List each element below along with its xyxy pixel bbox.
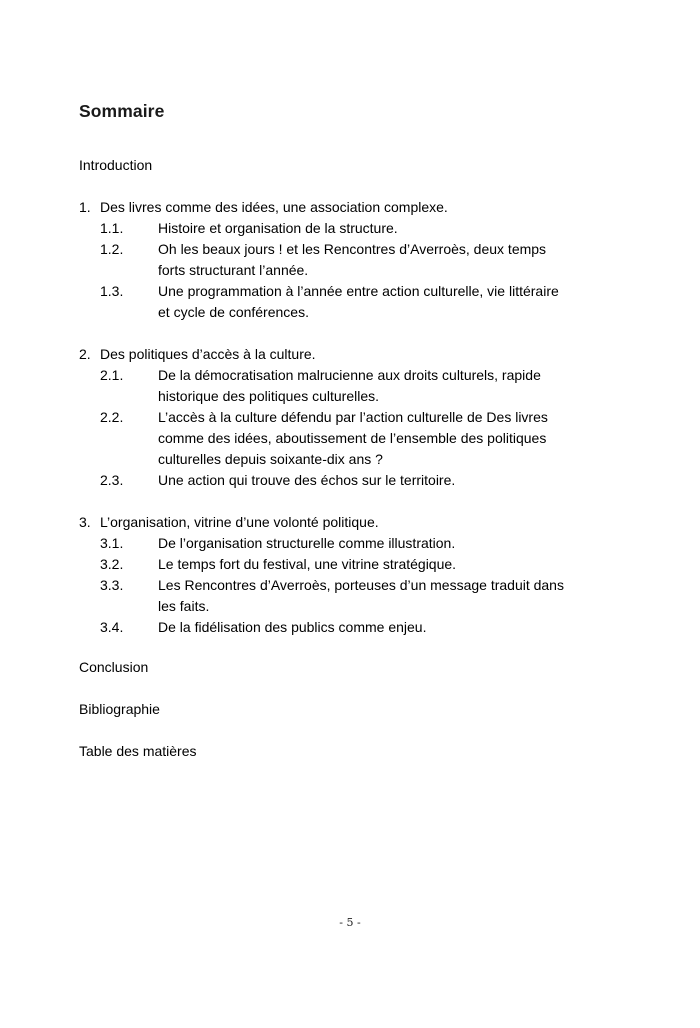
section-title-cont: comme des idées, aboutissement de l’ensemble des politiques	[158, 430, 547, 446]
toc-entry-conclusion: Conclusion	[79, 659, 149, 675]
chapter-number: 2.	[79, 346, 91, 362]
page-title: Sommaire	[79, 101, 165, 121]
chapter-title: Des livres comme des idées, une association complexe.	[100, 199, 448, 215]
chapter-title: Des politiques d’accès à la culture.	[100, 346, 316, 362]
section-title-cont: et cycle de conférences.	[158, 304, 309, 320]
section-title-cont: culturelles depuis soixante-dix ans ?	[158, 451, 383, 467]
chapter-title: L’organisation, vitrine d’une volonté politique.	[100, 514, 379, 530]
section-title: Une action qui trouve des échos sur le territoire.	[158, 472, 456, 488]
section-number: 2.3.	[100, 472, 124, 488]
section-number: 3.4.	[100, 619, 124, 635]
chapter-number: 3.	[79, 514, 91, 530]
section-title: Les Rencontres d’Averroès, porteuses d’un message traduit dans	[158, 577, 564, 593]
section-number: 3.2.	[100, 556, 124, 572]
section-number: 3.3.	[100, 577, 124, 593]
chapter-number: 1.	[79, 199, 91, 215]
toc-entry-introduction: Introduction	[79, 157, 153, 173]
section-title: Une programmation à l’année entre action culturelle, vie littéraire	[158, 283, 559, 299]
section-title-cont: les faits.	[158, 598, 210, 614]
section-number: 2.1.	[100, 367, 124, 383]
toc-entry-bibliography: Bibliographie	[79, 701, 160, 717]
section-title: De la démocratisation malrucienne aux droits culturels, rapide	[158, 367, 541, 383]
section-title-cont: forts structurant l’année.	[158, 262, 309, 278]
section-title: De la fidélisation des publics comme enjeu.	[158, 619, 427, 635]
toc-entry-table-of-contents: Table des matières	[79, 743, 197, 759]
section-number: 1.3.	[100, 283, 124, 299]
section-number: 1.1.	[100, 220, 124, 236]
section-number: 1.2.	[100, 241, 124, 257]
page-number: - 5 -	[339, 916, 361, 929]
section-title-cont: historique des politiques culturelles.	[158, 388, 380, 404]
section-title: Histoire et organisation de la structure.	[158, 220, 398, 236]
section-number: 2.2.	[100, 409, 124, 425]
section-title: Oh les beaux jours ! et les Rencontres d’Averroès, deux temps	[158, 241, 547, 257]
section-title: Le temps fort du festival, une vitrine stratégique.	[158, 556, 457, 572]
section-number: 3.1.	[100, 535, 124, 551]
section-title: L’accès à la culture défendu par l’action culturelle de Des livres	[158, 409, 548, 425]
section-title: De l’organisation structurelle comme illustration.	[158, 535, 456, 551]
